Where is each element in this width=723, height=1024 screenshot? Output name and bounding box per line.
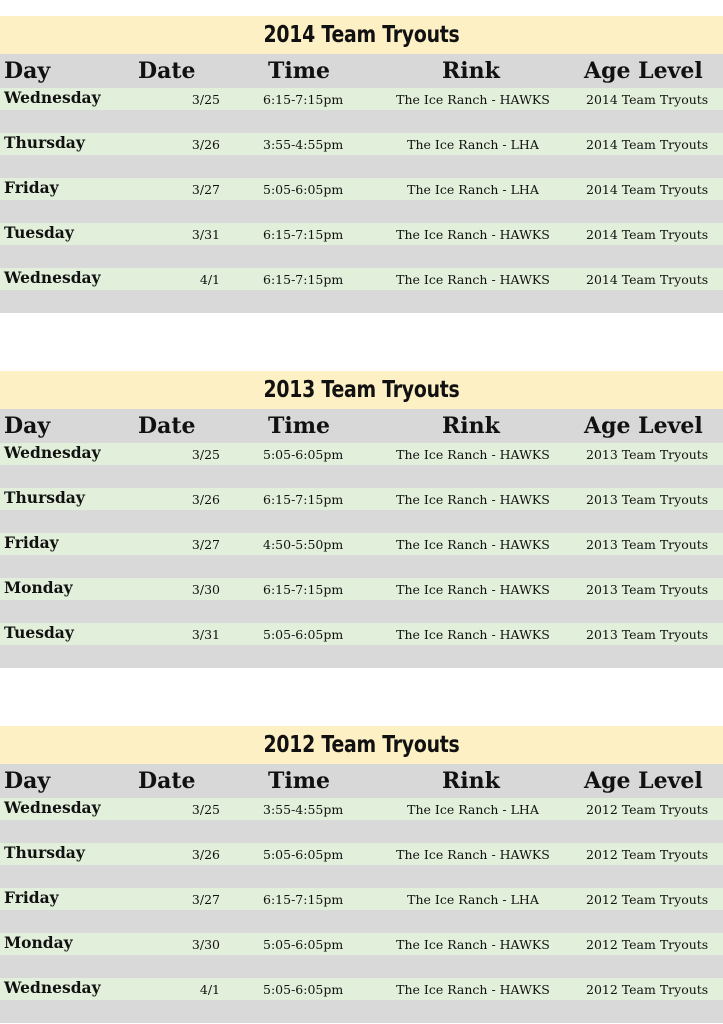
table-row <box>0 443 723 488</box>
cell-rink: The Ice Ranch - HAWKS <box>396 447 550 462</box>
section-title: 2013 Team Tryouts <box>263 377 460 403</box>
cell-date: 3/25 <box>191 802 220 817</box>
cell-date: 3/25 <box>191 447 220 462</box>
header-time: Time <box>268 413 331 439</box>
cell-date: 3/31 <box>191 227 220 242</box>
section-title-bar <box>0 726 723 764</box>
table-row <box>0 578 723 623</box>
cell-day: Friday <box>4 178 59 197</box>
cell-time: 6:15-7:15pm <box>263 582 344 597</box>
table-row <box>0 843 723 888</box>
section-title-bar <box>0 371 723 409</box>
cell-day: Tuesday <box>4 223 74 242</box>
cell-time: 6:15-7:15pm <box>263 272 344 287</box>
header-day: Day <box>4 768 51 794</box>
header-rink: Rink <box>442 58 500 84</box>
cell-rink: The Ice Ranch - LHA <box>407 137 539 152</box>
cell-age-level: 2013 Team Tryouts <box>586 537 709 552</box>
cell-day: Thursday <box>4 488 85 507</box>
table-row <box>0 268 723 313</box>
cell-date: 3/30 <box>191 937 220 952</box>
cell-rink: The Ice Ranch - HAWKS <box>396 272 550 287</box>
schedule-section-2013 <box>0 371 723 668</box>
header-date: Date <box>138 413 196 439</box>
table-row <box>0 88 723 133</box>
cell-time: 5:05-6:05pm <box>263 847 344 862</box>
cell-rink: The Ice Ranch - HAWKS <box>396 937 550 952</box>
cell-date: 3/26 <box>191 492 220 507</box>
table-row <box>0 133 723 178</box>
cell-time: 5:05-6:05pm <box>263 627 344 642</box>
cell-day: Monday <box>4 578 73 597</box>
header-date: Date <box>138 58 196 84</box>
cell-date: 3/30 <box>191 582 220 597</box>
cell-age-level: 2012 Team Tryouts <box>586 937 709 952</box>
table-row <box>0 888 723 933</box>
table-row <box>0 533 723 578</box>
cell-rink: The Ice Ranch - HAWKS <box>396 537 550 552</box>
column-header-row <box>0 409 723 443</box>
cell-date: 3/27 <box>191 537 220 552</box>
cell-time: 6:15-7:15pm <box>263 892 344 907</box>
cell-time: 5:05-6:05pm <box>263 982 344 997</box>
section-title-bar <box>0 16 723 54</box>
cell-rink: The Ice Ranch - HAWKS <box>396 582 550 597</box>
cell-age-level: 2013 Team Tryouts <box>586 582 709 597</box>
cell-rink: The Ice Ranch - LHA <box>407 182 539 197</box>
cell-day: Wednesday <box>4 88 101 107</box>
cell-age-level: 2014 Team Tryouts <box>586 92 709 107</box>
cell-date: 3/31 <box>191 627 220 642</box>
cell-day: Wednesday <box>4 978 101 997</box>
header-age-level: Age Level <box>584 413 703 439</box>
header-time: Time <box>268 768 331 794</box>
cell-time: 5:05-6:05pm <box>263 937 344 952</box>
cell-time: 3:55-4:55pm <box>263 137 344 152</box>
cell-time: 6:15-7:15pm <box>263 92 344 107</box>
cell-date: 3/26 <box>191 847 220 862</box>
cell-age-level: 2013 Team Tryouts <box>586 627 709 642</box>
cell-age-level: 2014 Team Tryouts <box>586 182 709 197</box>
table-row <box>0 178 723 223</box>
cell-rink: The Ice Ranch - LHA <box>407 892 539 907</box>
table-row <box>0 488 723 533</box>
header-rink: Rink <box>442 413 500 439</box>
column-header-row <box>0 764 723 798</box>
cell-rink: The Ice Ranch - HAWKS <box>396 627 550 642</box>
cell-time: 6:15-7:15pm <box>263 492 344 507</box>
cell-age-level: 2012 Team Tryouts <box>586 847 709 862</box>
table-row <box>0 798 723 843</box>
cell-day: Tuesday <box>4 623 74 642</box>
cell-date: 3/27 <box>191 892 220 907</box>
table-row <box>0 623 723 668</box>
cell-age-level: 2012 Team Tryouts <box>586 802 709 817</box>
cell-age-level: 2012 Team Tryouts <box>586 892 709 907</box>
cell-date: 4/1 <box>199 272 220 287</box>
cell-day: Wednesday <box>4 443 101 462</box>
cell-age-level: 2014 Team Tryouts <box>586 272 709 287</box>
table-row <box>0 223 723 268</box>
cell-time: 5:05-6:05pm <box>263 182 344 197</box>
cell-rink: The Ice Ranch - HAWKS <box>396 847 550 862</box>
cell-age-level: 2013 Team Tryouts <box>586 492 709 507</box>
cell-time: 5:05-6:05pm <box>263 447 344 462</box>
cell-date: 3/27 <box>191 182 220 197</box>
cell-date: 3/26 <box>191 137 220 152</box>
cell-age-level: 2014 Team Tryouts <box>586 227 709 242</box>
header-age-level: Age Level <box>584 768 703 794</box>
cell-time: 3:55-4:55pm <box>263 802 344 817</box>
section-title: 2014 Team Tryouts <box>263 22 460 48</box>
cell-date: 4/1 <box>199 982 220 997</box>
column-header-row <box>0 54 723 88</box>
cell-rink: The Ice Ranch - HAWKS <box>396 227 550 242</box>
cell-day: Thursday <box>4 843 85 862</box>
header-day: Day <box>4 58 51 84</box>
header-day: Day <box>4 413 51 439</box>
header-rink: Rink <box>442 768 500 794</box>
schedule-section-2014 <box>0 16 723 313</box>
cell-day: Wednesday <box>4 268 101 287</box>
cell-age-level: 2012 Team Tryouts <box>586 982 709 997</box>
table-row <box>0 978 723 1023</box>
header-time: Time <box>268 58 331 84</box>
cell-age-level: 2014 Team Tryouts <box>586 137 709 152</box>
cell-day: Thursday <box>4 133 85 152</box>
cell-day: Friday <box>4 888 59 907</box>
cell-time: 6:15-7:15pm <box>263 227 344 242</box>
cell-age-level: 2013 Team Tryouts <box>586 447 709 462</box>
schedule-section-2012 <box>0 726 723 1023</box>
header-age-level: Age Level <box>584 58 703 84</box>
cell-time: 4:50-5:50pm <box>263 537 344 552</box>
section-title: 2012 Team Tryouts <box>263 732 460 758</box>
cell-day: Friday <box>4 533 59 552</box>
cell-rink: The Ice Ranch - HAWKS <box>396 982 550 997</box>
header-date: Date <box>138 768 196 794</box>
cell-date: 3/25 <box>191 92 220 107</box>
cell-day: Wednesday <box>4 798 101 817</box>
table-row <box>0 933 723 978</box>
cell-rink: The Ice Ranch - LHA <box>407 802 539 817</box>
cell-rink: The Ice Ranch - HAWKS <box>396 492 550 507</box>
cell-rink: The Ice Ranch - HAWKS <box>396 92 550 107</box>
cell-day: Monday <box>4 933 73 952</box>
